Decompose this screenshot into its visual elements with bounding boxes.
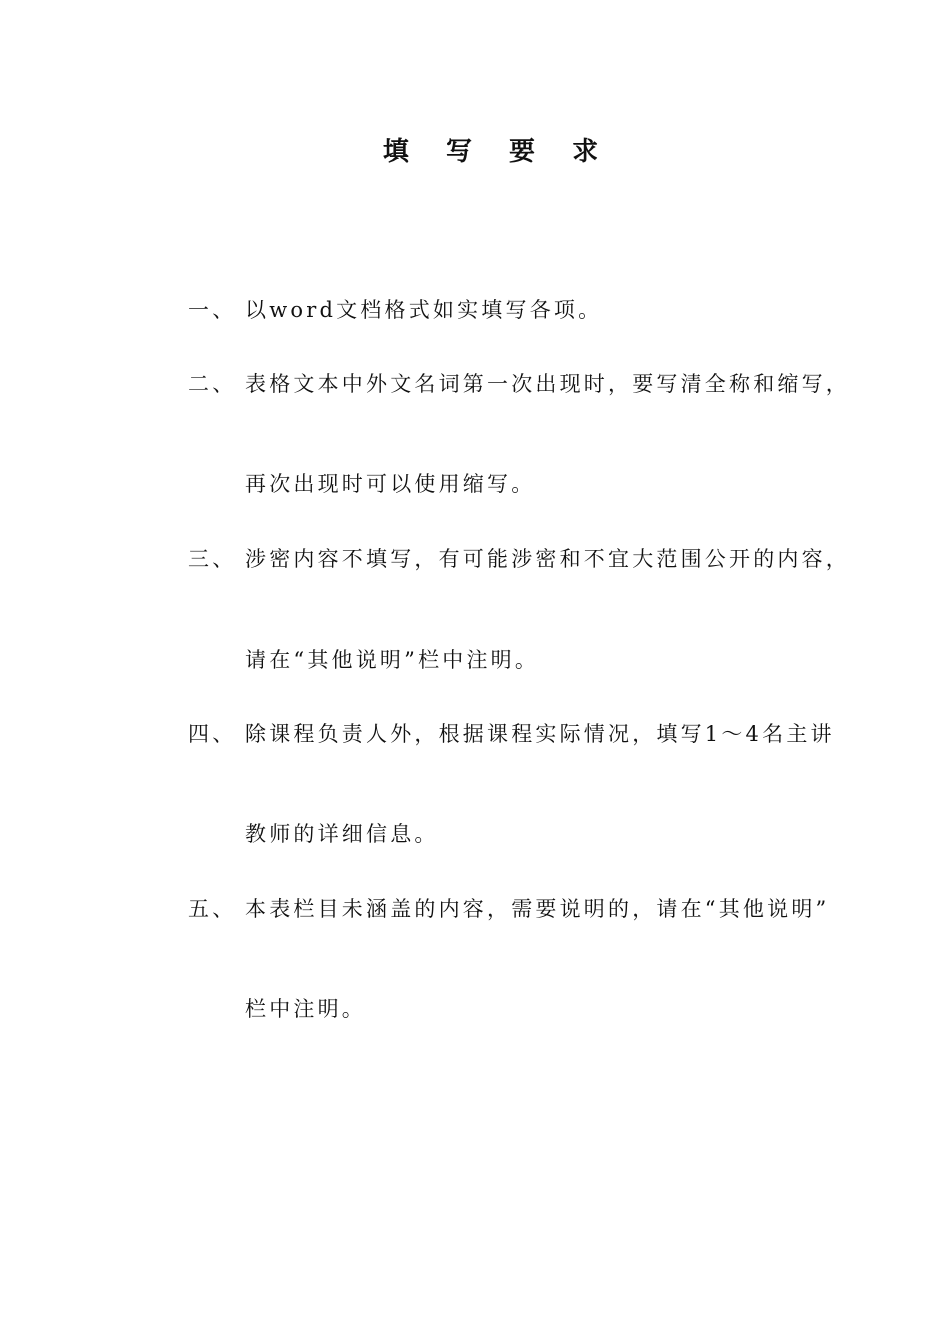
item-text-line: 以word文档格式如实填写各项。 <box>245 298 603 322</box>
item-number: 三、 <box>188 547 237 571</box>
item-text-line: 表格文本中外文名词第一次出现时，要写清全称和缩写， <box>245 372 850 396</box>
item-text-line: 除课程负责人外，根据课程实际情况，填写1～4名主讲 <box>245 722 835 746</box>
item-text-line: 本表栏目未涵盖的内容，需要说明的，请在“其他说明” <box>245 897 830 921</box>
item-number: 四、 <box>188 722 237 746</box>
item-number: 一、 <box>188 298 237 322</box>
item-text-line: 再次出现时可以使用缩写。 <box>245 472 536 496</box>
item-text-line: 教师的详细信息。 <box>245 822 439 846</box>
item-text-line: 涉密内容不填写，有可能涉密和不宜大范围公开的内容， <box>245 547 850 571</box>
page-title: 填 写 要 求 <box>382 137 613 167</box>
item-number: 二、 <box>188 372 237 396</box>
item-text-line: 请在“其他说明”栏中注明。 <box>245 648 540 672</box>
item-number: 五、 <box>188 897 237 921</box>
item-text-line: 栏中注明。 <box>245 997 366 1021</box>
